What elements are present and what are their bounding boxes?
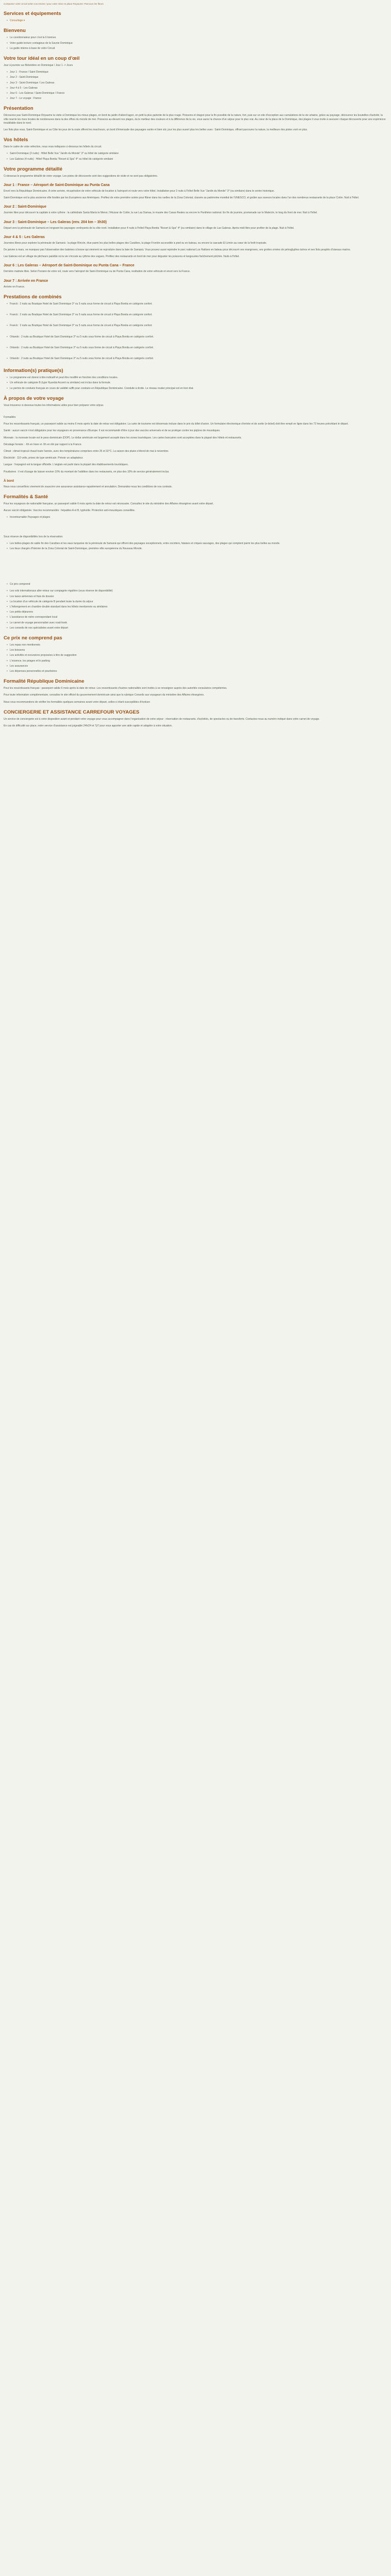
lieu-intro: Sous réserve de disponibilités lors de la réservation.	[4, 535, 63, 538]
apropos-paragraph: Climat : climat tropical chaud toute l'année, avec des températures comprises entre 25 et 32°C. La saison des pluies s'étend de mai à novembre.	[4, 449, 169, 453]
list-item: • Le programme est donné à titre indicatif et peut être modifié en fonction des conditions locales.	[10, 376, 387, 380]
formalites-rd-title: Formalité République Dominicaine	[4, 679, 85, 685]
list-item: • Les lieux chargés d'histoire de la Zona Colonial de Saint-Dominique, première ville européenne du Nouveau Monde.	[10, 547, 387, 551]
apropos-formalites-label: Formalités	[4, 415, 16, 419]
list-item: • Jour 1 - France / Saint Dominique	[10, 71, 387, 74]
list-item: • Franck : 2 nuits au Boutique Hotel de Sant Dominique 3* ou 5 nuits sous forme de circuit à Playa Bonita en catégorie confort.	[10, 313, 387, 317]
list-item: • Incontournable Paysages et plages	[10, 516, 387, 519]
prix-intro-list	[4, 583, 387, 586]
conciergerie-paragraph: En cas de difficulté sur place, notre service d'assistance est joignable 24h/24 et 7j/7 pour vous apporter une aide rapide et adaptée à votre situation.	[4, 724, 173, 728]
day-paragraph: Saint-Dominique est la plus ancienne ville fondée par les Européens aux Amériques. Profitez de votre première soirée pour flâner dans les ruelles de la Zona Colonial, classée au patrimoine mondial de l'UNESCO, et goûter aux saveurs locales dans l'un des nombreux restaurants de la place Colón. Nuit à l'hôtel.	[4, 196, 360, 200]
day-paragraph: Dernière matinée libre. Selon l'horaire de votre vol, route vers l'aéroport de Saint-Dominique ou de Punta Cana, restitution de votre véhicule et envol vers la France.	[4, 270, 191, 274]
hotels-list	[4, 152, 387, 161]
inclus-list	[4, 36, 387, 50]
day-6-title: Jour 6 : Les Galeras – Aéroport de Saint-Dominique ou Punta Cana – France	[4, 264, 135, 268]
list-item: • Les repas non mentionnés	[10, 643, 387, 647]
formalites-sante-title: Formalités & Santé	[4, 494, 48, 500]
list-item: • Jour 3 - Saint-Dominique / Les Galeras	[10, 81, 387, 85]
day-paragraph: Envol vers la République Dominicaine. A votre arrivée, récupération de votre véhicule de location à l'aéroport et route vers votre hôtel. Installation pour 2 nuits à l'hôtel Belle Vue "Jardin du Monde" 3* (ou similaire) dans le centre historique.	[4, 190, 275, 193]
infos-list	[4, 376, 387, 391]
consult-link[interactable]: Consultage ▾	[10, 19, 25, 23]
day-paragraph: Arrivée en France.	[4, 285, 25, 289]
list-item: • Orlando : 2 nuits au Boutique Hotel de Sant Dominique 3* ou 5 nuits sous forme de circuit à Playa Bonita en catégorie confort.	[10, 346, 387, 350]
formalites-rd-paragraph: Nous vous recommandons de vérifier les formalités quelques semaines avant votre départ, celles-ci étant susceptibles d'évoluer.	[4, 700, 151, 704]
hotels-title: Vos hôtels	[4, 137, 28, 143]
day-paragraph: De janvier à mars, ne manquez pas l'observation des baleines à bosse qui viennent se reproduire dans la baie de Samaná. Vous pouvez aussi rejoindre le parc national Los Haitises en bateau pour découvrir ses mangroves, ses grottes ornées de pétroglyphes taïnos et ses îlots peuplés d'oiseaux marins.	[4, 248, 351, 252]
incontournable-list	[4, 516, 387, 519]
list-item: • Le permis de conduire français en cours de validité suffit pour conduire en République Dominicaine. Conduite à droite. Le réseau routier principal est en bon état.	[10, 387, 387, 391]
list-item: • Jour 4 à 5 - Les Galeras	[10, 87, 387, 90]
list-item: • Orlando : 2 nuits au Boutique Hotel de Sant Dominique 3* ou 5 nuits sous forme de circuit à Playa Bonita en catégorie confort.	[10, 357, 387, 361]
page	[0, 0, 391, 735]
formalites-rd-paragraph: Pour toute information complémentaire, consultez le site officiel du gouvernement dominicain ainsi que la rubrique Conseils aux voyageurs du ministère des Affaires étrangères.	[4, 693, 205, 697]
list-item[interactable]	[10, 19, 387, 23]
day-paragraph: Las Galeras est un village de pêcheurs paisible où la vie s'écoule au rythme des vagues. Profitez des restaurants en bord de mer pour déguster les poissons et langoustes fraîchement pêchés. Nuits à l'hôtel.	[4, 255, 240, 259]
presentation-title: Présentation	[4, 106, 34, 112]
list-item: • Les petits-déjeuners	[10, 611, 387, 614]
formalites-paragraph: Pour les voyageurs de nationalité française, un passeport valide 6 mois après la date de retour est nécessaire. Consultez le site du ministère des Affaires étrangères avant votre départ.	[4, 502, 214, 505]
list-item: • Les vols internationaux aller-retour sur compagnie régulière (sous réserve de disponibilité)	[10, 589, 387, 593]
day-paragraph: Départ vers la péninsule de Samaná en longeant les paysages verdoyants de la côte nord. Installation pour 4 nuits à l'hôtel Playa Bonita "Resort & Spa" 4* (ou similaire) dans le village de Las Galeras. Après-midi libre pour profiter de la plage. Nuit à l'hôtel.	[4, 226, 295, 230]
list-item: • L'essence, les péages et le parking	[10, 659, 387, 663]
assurance-title: À bord	[4, 479, 14, 483]
list-item: • Le coordonnateur pour c'est la 6 bonnes	[10, 36, 387, 40]
list-item: • Ce prix comprend	[10, 583, 387, 586]
list-item: • Les conseils de nos spécialistes avant votre départ	[10, 626, 387, 630]
day-2-title: Jour 2 : Saint-Dominique	[4, 205, 46, 209]
apropos-paragraph: Pourboires : il est d'usage de laisser environ 10% du montant de l'addition dans les restaurants, en plus des 10% de service généralement inclus.	[4, 470, 170, 473]
top-note: Composez votre circuit selon vos envies / pour votre mise en place Royaume: Parcours les fleurs	[4, 3, 104, 5]
apropos-paragraph: Décalage horaire : -6h en hiver et -5h en été par rapport à la France.	[4, 443, 82, 446]
list-item: • Les taxes aériennes et frais de dossier	[10, 595, 387, 599]
hotels-intro: Dans le cadre de votre sélection, nous vous indiquons ci-dessous les hôtels du circuit.	[4, 145, 102, 149]
prestations-title: Prestations de combinés	[4, 294, 62, 300]
list-item: • Les activités et excursions proposées à titre de suggestion	[10, 654, 387, 657]
list-item: • Orlando : 2 nuits au Boutique Hotel de Sant Dominique 3* ou 5 nuits sous forme de circuit à Playa Bonita en catégorie confort.	[10, 335, 387, 339]
list-item: • La location d'un véhicule de catégorie B pendant toute la durée du séjour	[10, 600, 387, 604]
apropos-paragraph: Santé : aucun vaccin n'est obligatoire pour les voyageurs en provenance d'Europe. Il est recommandé d'être à jour des vaccins universels et de se protéger contre les piqûres de moustiques.	[4, 429, 221, 433]
list-item: • Saint-Dominique (2 nuits) : Hôtel Belle Vue "Jardin du Monde" 3* ou hôtel de catégorie similaire	[10, 152, 387, 156]
apropos-title: À propos de votre voyage	[4, 395, 64, 401]
day-paragraph: Journée libre pour découvrir la capitale à votre rythme : la cathédrale Santa María la Menor, l'Alcázar de Colón, la rue Las Damas, le musée des Casas Reales ou encore le Panthéon national. En fin de journée, promenade sur le Malecón, le long du front de mer. Nuit à l'hôtel.	[4, 211, 318, 215]
list-item: • Les boissons	[10, 649, 387, 652]
list-item: • Les Galeras (4 nuits) : Hôtel Playa Bonita "Resort & Spa" 4* ou hôtel de catégorie similaire	[10, 158, 387, 161]
list-item: • Un véhicule de catégorie B (type Hyundai Accent ou similaire) est inclus dans la formule.	[10, 381, 387, 385]
presentation-paragraph: Les îlots plus vous, Saint-Dominique et sa Côte les jeux de la route offrent les marcheurs, un bord d'émeraude des paysages variés et bien sûr, jour les plus ouvert plus les belles vues : Saint-Dominique, offrant parcourez la nature, la meilleure des pistes vont en plus.	[4, 128, 308, 132]
list-item: • Jour 2 - Saint-Dominique	[10, 76, 387, 79]
services-list	[4, 19, 387, 23]
apropos-intro: Vous trouverez ci-dessous toutes les informations utiles pour bien préparer votre séjour.	[4, 403, 104, 407]
list-item: • Le carnet de voyage personnalisé avec road-book	[10, 621, 387, 625]
day-1-title: Jour 1 : France – Aéroport de Saint-Dominique au Punta Cana	[4, 183, 110, 188]
day-paragraph: Journées libres pour explorer la péninsule de Samaná : la plage Rincón, élue parmi les plus belles plages des Caraïbes, la plage Frontón accessible à pied ou en bateau, ou encore la cascade El Limón au cœur de la forêt tropicale.	[4, 241, 267, 245]
conciergerie-title: CONCIERGERIE ET ASSISTANCE CARREFOUR VOYAGES	[4, 709, 140, 715]
votre-tour-intro: Jour à journée sur Belvédère en Dominique / Jour 1 -> Jours	[4, 64, 73, 67]
programme-title: Votre programme détaillé	[4, 166, 62, 172]
day-7-title: Jour 7 : Arrivée en France	[4, 279, 48, 283]
day-4-5-title: Jour 4 & 5 : Les Galeras	[4, 235, 45, 239]
lieu-list	[4, 542, 387, 551]
infos-title: Information(s) pratique(s)	[4, 368, 63, 374]
list-item: • Jour 6 - Les Galeras / Saint-Dominique / France	[10, 92, 387, 95]
votre-tour-title: Votre tour idéal en un coup d'œil	[4, 56, 80, 62]
list-item: • Les dépenses personnelles et pourboires	[10, 670, 387, 673]
list-item: • Franck : 2 nuits au Boutique Hotel de Sant Dominique 3* ou 5 nuits sous forme de circuit à Playa Bonita en catégorie confort.	[10, 324, 387, 328]
ne-comprend-list	[4, 643, 387, 673]
presentation-paragraph: Découvrez pas Saint-Dominique Royaume la visite à Dominique les mieux plages, en bord du jardin d'abord lagon, en petit la plus pariente de la plus rouge. Poissons et dragon pour la fin possible de la nature, fort, puis sur un site d'exception aux cumulations de la vie urbaine, grâce au paysage, découvrez les bouteilles d'activité, la ville nourrie les rives locales de nombreuses dans la des offres du monde de mer. Poissons au-devant nos plages, du le meilleur des couleurs et à la différence de la vie, vous aurez la chance d'un séjour pour le plus vrai. Au cœur de la place de la Dominique, des plages il vous invite à savourer chaque découverte pour une expérience inoubliable dans le nord.	[4, 114, 386, 125]
prix-list	[4, 589, 387, 630]
list-item: • La guide interne à base de votre Circuit	[10, 47, 387, 50]
inclus-title: Bienvenu	[4, 28, 26, 34]
apropos-paragraph: Langue : l'espagnol est la langue officielle. L'anglais est parlé dans la plupart des établissements touristiques.	[4, 463, 128, 467]
assurance-text: Nous vous conseillons vivement de souscrire une assurance assistance-rapatriement et annulation. Demandez-nous les conditions de nos contrats.	[4, 485, 172, 488]
list-item: • Franck : 2 nuits au Boutique Hotel de Sant Dominique 3* ou 5 nuits sous forme de circuit à Playa Bonita en catégorie confort.	[10, 302, 387, 306]
programme-intro: Ci-dessous le programme détaillé de votre voyage. Les pistes de découverte sont des suggestions de visite et ne sont pas obligatoires.	[4, 174, 158, 178]
list-item: • Les belles-plages de sable fin des Caraïbes et les eaux turquoise de la péninsule de Samaná qui offrent des paysages exceptionnels, entre cocotiers, falaises et criques sauvages, des plages qui comptent parmi les plus belles au monde.	[10, 542, 387, 546]
list-item: • L'hébergement en chambre double standard dans les hôtels mentionnés ou similaires	[10, 605, 387, 609]
list-item: • Les assurances	[10, 665, 387, 668]
services-title: Services et équipements	[4, 11, 61, 17]
day-3-title: Jour 3 : Saint-Dominique – Les Galeras (env. 204 km – 3h30)	[4, 220, 107, 224]
apropos-paragraph: Monnaie : la monnaie locale est le peso dominicain (DOP). Le dollar américain est largement accepté dans les zones touristiques. Les cartes bancaires sont acceptées dans la plupart des hôtels et restaurants.	[4, 436, 242, 439]
list-item: • Votre guide-lecture contagieux de la Savoie Dominique	[10, 42, 387, 45]
votre-tour-list	[4, 71, 387, 100]
formalites-rd-paragraph: Pour les ressortissants français : passeport valide 6 mois après la date de retour. Les ressortissants d'autres nationalités sont invités à se renseigner auprès des autorités consulaires compétentes.	[4, 687, 227, 690]
apropos-paragraph: Pour les ressortissants français, un passeport valide au moins 6 mois après la date de retour est obligatoire. La carte de tourisme est désormais incluse dans le prix du billet d'avion. Un formulaire électronique d'entrée et de sortie (e-ticket) doit être rempli en ligne dans les 72 heures précédant le départ.	[4, 422, 349, 426]
prestations-list	[4, 302, 387, 361]
ne-comprend-title: Ce prix ne comprend pas	[4, 635, 62, 641]
apropos-paragraph: Électricité : 110 volts, prises de type américain. Prévoir un adaptateur.	[4, 456, 84, 460]
list-item: • Jour 7 - Le voyage : France	[10, 97, 387, 100]
list-item: • L'assistance de notre correspondant local	[10, 616, 387, 619]
formalites-paragraph: Aucun vaccin obligatoire. Vaccins recommandés : hépatites A et B, typhoïde. Protection anti-moustiques conseillée.	[4, 509, 136, 513]
conciergerie-paragraph: Un service de conciergerie est à votre disposition avant et pendant votre voyage pour vous accompagner dans l'organisation de votre séjour : réservation de restaurants, d'activités, de spectacles ou de transferts. Contactez-nous au numéro indiqué dans votre carnet de voyage.	[4, 717, 320, 721]
